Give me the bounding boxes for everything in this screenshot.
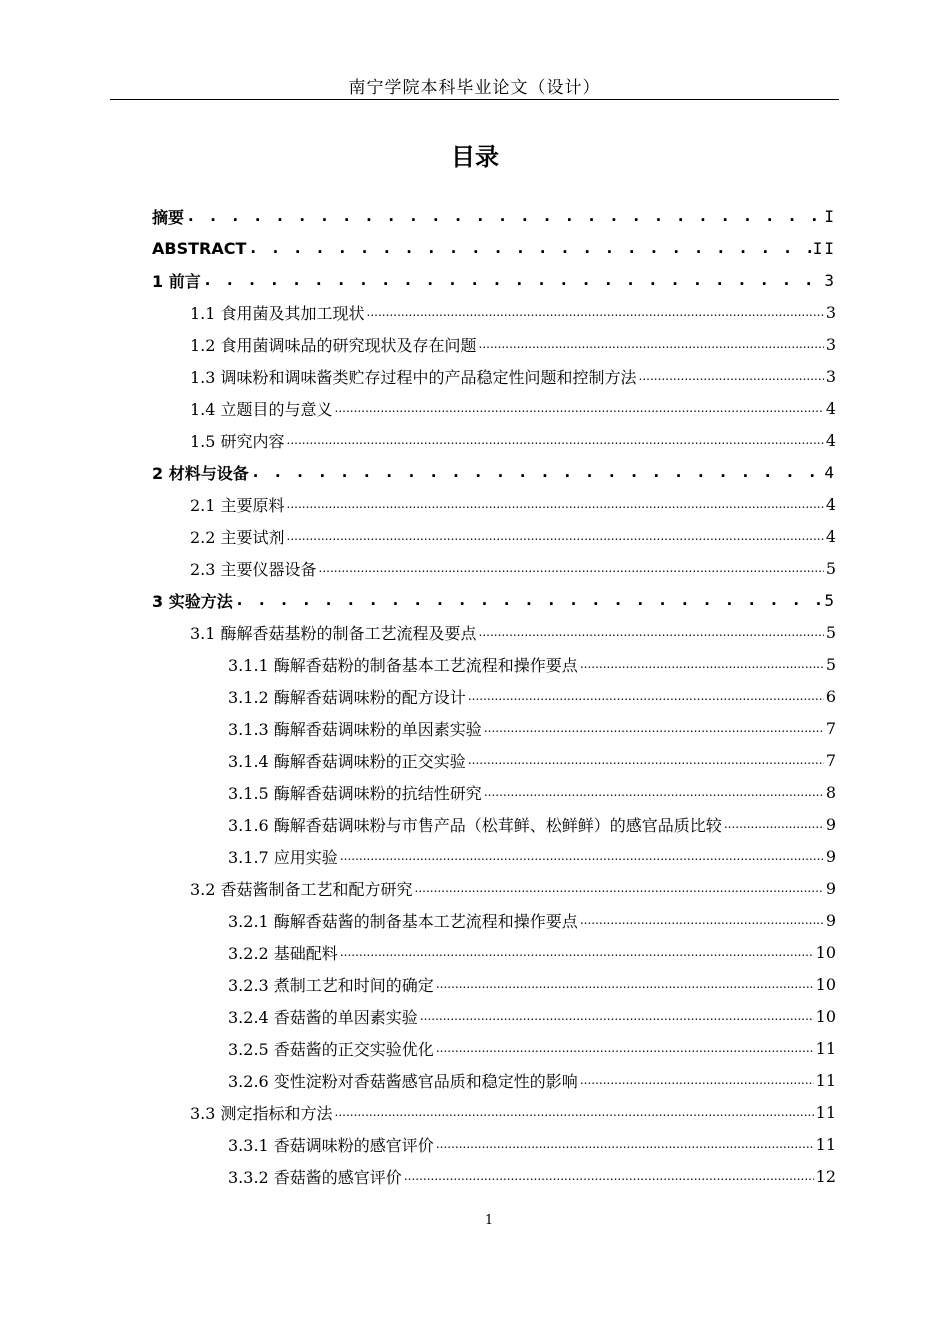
toc-entry[interactable] <box>228 808 836 840</box>
toc-entry[interactable] <box>228 744 836 776</box>
toc-leader-dots <box>479 616 824 648</box>
toc-entry-page: 7 <box>825 718 836 738</box>
toc-entry-page: 9 <box>825 878 836 898</box>
toc-entry-label: 2.1 主要原料 <box>190 495 285 515</box>
page-number: 1 <box>484 1213 494 1228</box>
toc-leader-dots <box>436 968 814 1000</box>
toc-entry-label: 3.2.4 香菇酱的单因素实验 <box>228 1007 418 1027</box>
toc-entry[interactable] <box>190 360 836 392</box>
toc-entry[interactable] <box>228 1000 836 1032</box>
toc-leader-dots <box>287 424 824 456</box>
toc-leader-dots <box>724 808 824 840</box>
toc-entry[interactable] <box>190 392 836 424</box>
toc-entry-page: 3 <box>825 334 836 354</box>
toc-entry-page: 9 <box>825 846 836 866</box>
toc-entry-label: 3.1.6 酶解香菇调味粉与市售产品（松茸鲜、松鲜鲜）的感官品质比较 <box>228 815 722 835</box>
toc-entry[interactable] <box>228 904 836 936</box>
toc-entry-label: 3.1.2 酶解香菇调味粉的配方设计 <box>228 687 466 707</box>
toc-leader-dots <box>335 1096 814 1128</box>
toc-entry-label: 3.3.1 香菇调味粉的感官评价 <box>228 1135 434 1155</box>
toc-entry-page: 5 <box>825 558 836 578</box>
toc-leader-dots <box>186 200 822 232</box>
toc-entry[interactable] <box>190 424 836 456</box>
toc-entry-page: 3 <box>825 366 836 386</box>
toc-entry-page: 5 <box>824 590 836 610</box>
toc-leader-dots <box>415 872 824 904</box>
toc-leader-dots <box>203 264 823 296</box>
toc-entry[interactable] <box>152 456 836 488</box>
toc-leader-dots <box>404 1160 814 1192</box>
toc-leader-dots <box>479 328 824 360</box>
toc-entry-page: 10 <box>815 942 836 962</box>
toc-entry[interactable] <box>228 936 836 968</box>
toc-entry-label: 3.2.3 煮制工艺和时间的确定 <box>228 975 434 995</box>
toc-entry-label: 1.4 立题目的与意义 <box>190 399 333 419</box>
header-rule <box>110 99 839 100</box>
toc-entry-label: 2.2 主要试剂 <box>190 527 285 547</box>
toc-entry-label: 1.2 食用菌调味品的研究现状及存在问题 <box>190 335 477 355</box>
toc-entry[interactable] <box>228 1064 836 1096</box>
toc-entry[interactable] <box>190 328 836 360</box>
toc-entry-page: 9 <box>825 910 836 930</box>
toc-entry[interactable] <box>152 232 836 264</box>
toc-leader-dots <box>436 1032 814 1064</box>
toc-entry[interactable] <box>190 296 836 328</box>
toc-entry-page: 5 <box>825 622 836 642</box>
toc-entry-label: 3.1.4 酶解香菇调味粉的正交实验 <box>228 751 466 771</box>
toc-entry-label: 3.2.6 变性淀粉对香菇酱感官品质和稳定性的影响 <box>228 1071 578 1091</box>
toc-entry-page: 4 <box>825 526 836 546</box>
toc-entry-page: II <box>812 238 836 258</box>
toc-entry[interactable] <box>152 264 836 296</box>
toc-entry-label: ABSTRACT <box>152 238 247 258</box>
toc-title: 目录 <box>451 143 499 171</box>
running-header: 南宁学院本科毕业论文（设计） <box>348 78 601 98</box>
toc-entry-page: 9 <box>825 814 836 834</box>
toc-leader-dots <box>235 584 823 616</box>
toc-entry-label: 1.5 研究内容 <box>190 431 285 451</box>
toc-entry[interactable] <box>228 1032 836 1064</box>
toc-entry[interactable] <box>228 648 836 680</box>
toc-entry-label: 3.1.1 酶解香菇粉的制备基本工艺流程和操作要点 <box>228 655 578 675</box>
toc-entry[interactable] <box>228 776 836 808</box>
toc-entry[interactable] <box>190 488 836 520</box>
toc-entry-page: 7 <box>825 750 836 770</box>
toc-leader-dots <box>340 936 814 968</box>
toc-entry-page: 11 <box>815 1070 836 1090</box>
toc-leader-dots <box>367 296 824 328</box>
toc-entry-page: 12 <box>815 1166 836 1186</box>
toc-entry-page: 5 <box>825 654 836 674</box>
toc-entry[interactable] <box>228 1160 836 1192</box>
toc-entry[interactable] <box>152 584 836 616</box>
toc-entry-page: 3 <box>825 302 836 322</box>
toc-entry[interactable] <box>228 840 836 872</box>
toc-leader-dots <box>420 1000 814 1032</box>
toc-leader-dots <box>251 456 823 488</box>
toc-leader-dots <box>468 744 824 776</box>
toc-entry-page: 4 <box>825 430 836 450</box>
toc-entry[interactable] <box>190 520 836 552</box>
toc-entry-page: 11 <box>815 1102 836 1122</box>
toc-entry[interactable] <box>228 712 836 744</box>
toc-entry-label: 3.2.5 香菇酱的正交实验优化 <box>228 1039 434 1059</box>
toc-entry[interactable] <box>190 1096 836 1128</box>
toc-entry-label: 3.1.5 酶解香菇调味粉的抗结性研究 <box>228 783 482 803</box>
toc-entry-label: 2.3 主要仪器设备 <box>190 559 317 579</box>
toc-leader-dots <box>580 648 824 680</box>
toc-leader-dots <box>248 232 810 264</box>
toc-leader-dots <box>580 904 824 936</box>
toc-entry[interactable] <box>228 1128 836 1160</box>
toc-leader-dots <box>580 1064 814 1096</box>
toc-leader-dots <box>287 520 824 552</box>
toc-entry-label: 3 实验方法 <box>152 591 233 611</box>
toc-entry-label: 3.1.3 酶解香菇调味粉的单因素实验 <box>228 719 482 739</box>
toc-entry-page: 10 <box>815 974 836 994</box>
toc-entry-page: 4 <box>825 398 836 418</box>
toc-leader-dots <box>287 488 824 520</box>
toc-entry-page: 11 <box>815 1038 836 1058</box>
toc-entry-page: 8 <box>825 782 836 802</box>
toc-leader-dots <box>639 360 824 392</box>
toc-entry-page: 10 <box>815 1006 836 1026</box>
toc-leader-dots <box>484 712 824 744</box>
toc-entry-label: 3.1 酶解香菇基粉的制备工艺流程及要点 <box>190 623 477 643</box>
toc-entry-label: 3.2.2 基础配料 <box>228 943 338 963</box>
toc-leader-dots <box>319 552 824 584</box>
toc-entry-label: 3.2 香菇酱制备工艺和配方研究 <box>190 879 413 899</box>
toc-entry[interactable] <box>228 680 836 712</box>
toc-entry[interactable] <box>190 552 836 584</box>
toc-entry-label: 3.3 测定指标和方法 <box>190 1103 333 1123</box>
toc-entry[interactable] <box>152 200 836 232</box>
toc-leader-dots <box>335 392 824 424</box>
toc-entry[interactable] <box>228 968 836 1000</box>
toc-entry-label: 2 材料与设备 <box>152 463 249 483</box>
toc-entry-page: 6 <box>825 686 836 706</box>
toc-leader-dots <box>484 776 824 808</box>
toc-entry-page: I <box>824 206 836 226</box>
toc-entry-page: 11 <box>815 1134 836 1154</box>
toc-entry-label: 1.1 食用菌及其加工现状 <box>190 303 365 323</box>
toc-entry-page: 4 <box>825 494 836 514</box>
toc-leader-dots <box>436 1128 814 1160</box>
toc-entry-page: 3 <box>824 270 836 290</box>
toc-entry-page: 4 <box>824 462 836 482</box>
toc-leader-dots <box>340 840 824 872</box>
toc-entry[interactable] <box>190 616 836 648</box>
toc-leader-dots <box>468 680 824 712</box>
toc-entry-label: 1.3 调味粉和调味酱类贮存过程中的产品稳定性问题和控制方法 <box>190 367 637 387</box>
toc-entry-label: 3.1.7 应用实验 <box>228 847 338 867</box>
toc-entry[interactable] <box>190 872 836 904</box>
toc-entry-label: 摘要 <box>152 207 185 227</box>
toc-entry-label: 3.2.1 酶解香菇酱的制备基本工艺流程和操作要点 <box>228 911 578 931</box>
toc-entry-label: 3.3.2 香菇酱的感官评价 <box>228 1167 402 1187</box>
toc-entry-label: 1 前言 <box>152 271 201 291</box>
